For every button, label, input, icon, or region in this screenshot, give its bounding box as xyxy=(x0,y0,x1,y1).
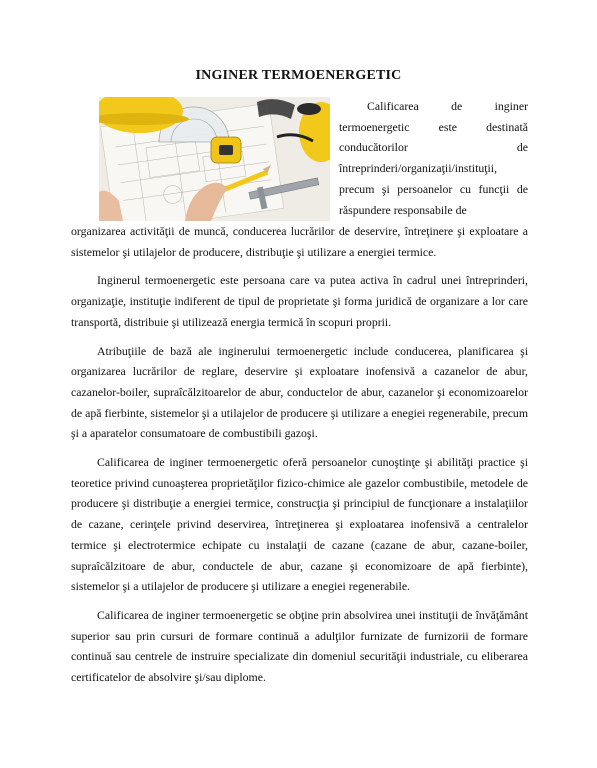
paragraph-2: Atribuţiile de bază ale inginerului termoenergetic include conducerea, planificarea şi organizarea lucrărilor de reglare, deservire şi exploatare inofensivă a cazanelor de abur, cazanelor-boiler, supraîcălzitoarelor de abur, conductelor de abur, cazanelor şi economizoarelor de apă fierbinte, sistemelor şi a utilajelor de producere şi utilizare a enegiei regenerabile, precum şi a aparatelor consumatoare de combustibili gazoşi. xyxy=(71,343,528,441)
blueprint-illustration xyxy=(99,97,330,221)
document-body xyxy=(71,221,528,696)
page-title: INGINER TERMOENERGETIC xyxy=(195,68,402,83)
paragraph-3: Calificarea de inginer termoenergetic oferă persoanelor cunoştinţe şi abilităţi practice şi teoretice privind cunoaşterea proprietăţilor fizico-chimice ale gazelor combustibile, metodele de producere şi distribuţie a energiei termice, construcţia şi principiul de funcţionare a instalaţiilor de cazane, cerinţele privind deservirea, întreţinerea şi exploatarea inofensivă a centralelor termice şi electrotermice echipate cu instalaţii de cazane (cazane de abur, cazane-boiler, supraîcălzitoare de abur, conductele de abur, cazane şi economizoare de apă fierbinte), sistemelor şi a utilajelor de producere şi utilizare a enegiei regenerabile. xyxy=(71,455,528,594)
paragraph-4: Calificarea de inginer termoenergetic se obţine prin absolvirea unei instituţii de învăţământ superior sau prin cursuri de formare continuă a adulţilor furnizate de furnizorii de formare continuă sau centrele de instruire specializate din domeniul securităţii industriale, cu eliberarea certificatelor de absolvire şi/sau diplome. xyxy=(71,607,528,685)
engineer-photo xyxy=(99,97,330,221)
intro-paragraph-continued: organizarea activităţii de muncă, conducerea lucrărilor de deservire, întreţinere şi exploatare a sistemelor şi utilajelor de producere, distribuţie şi utilizare a energiei termice. xyxy=(71,224,528,259)
intro-side-text xyxy=(339,96,528,220)
tape-measure-icon xyxy=(211,137,241,163)
intro-paragraph-start: Calificarea de inginer termoenergetic este destinată conducătorilor de întreprinderi/organizaţii/instituţii, precum şi persoanelor cu funcţii de răspundere responsabile de xyxy=(339,99,528,217)
paragraph-1: Inginerul termoenergetic este persoana care va putea activa în cadrul unei întreprinderi, organizaţie, instituţie indiferent de tipul de proprietate şi forma juridică de organizare a lor care transportă, distribuie şi utilizează energia termică în scopuri proprii. xyxy=(71,273,528,329)
